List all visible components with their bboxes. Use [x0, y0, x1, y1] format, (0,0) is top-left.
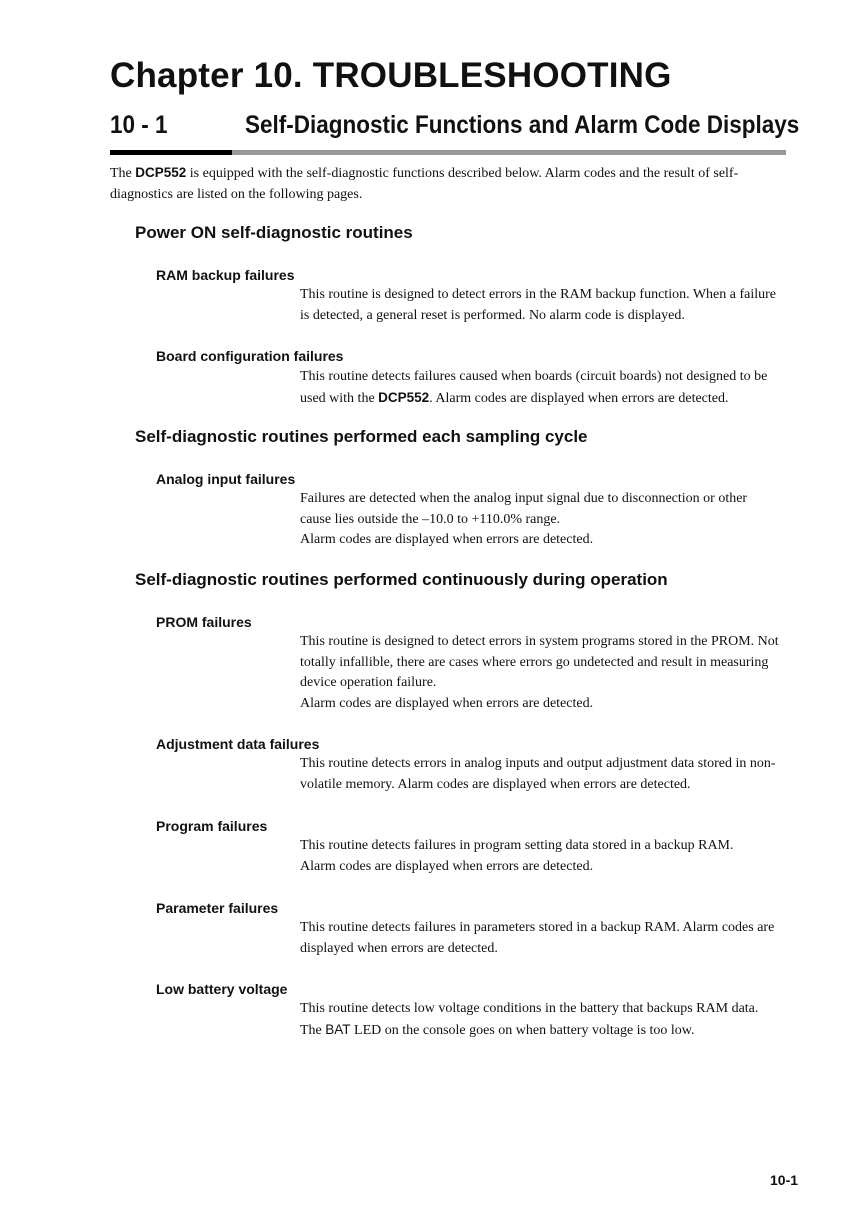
item-text-ram-backup: This routine is designed to detect errors in the RAM backup function. When a failure is detected, a general reset is performed. No alarm code is displayed.: [300, 287, 776, 323]
item-text-adjustment-data: This routine detects errors in analog inputs and output adjustment data stored in non-volatile memory. Alarm codes are displayed when errors are detected.: [300, 756, 776, 792]
item-heading-low-battery: Low battery voltage: [156, 981, 288, 997]
item-text-prom: This routine is designed to detect errors in system programs stored in the PROM. Not totally infallible, there are cases where errors go undetected and result in measuring device operation failure. Alarm codes are displayed when errors are detected.: [300, 634, 779, 711]
item-heading-parameter: Parameter failures: [156, 900, 279, 916]
item-heading-adjustment-data: Adjustment data failures: [156, 736, 320, 752]
heading-divider: [110, 150, 786, 155]
item-text-board-config: This routine detects failures caused when boards (circuit boards) not designed to be used with the DCP552. Alarm codes are displayed when errors are detected.: [300, 369, 768, 406]
product-name: DCP552: [135, 165, 187, 180]
section-heading: [110, 109, 800, 141]
group-heading-power-on: Power ON self-diagnostic routines: [135, 223, 413, 242]
item-text-analog-input: Failures are detected when the analog input signal due to disconnection or other cause lies outside the –10.0 to +110.0% range. Alarm codes are displayed when errors are detected.: [300, 491, 748, 548]
product-name: DCP552: [378, 389, 430, 405]
group-heading-sampling-cycle: Self-diagnostic routines performed each sampling cycle: [135, 427, 588, 446]
item-text-low-battery: This routine detects low voltage conditions in the battery that backups RAM data. The BAT LED on the console goes on when battery voltage is too low.: [300, 1001, 759, 1038]
section-number: 10 - 1: [110, 111, 168, 139]
item-heading-program: Program failures: [156, 818, 268, 834]
item-text-program: This routine detects failures in program setting data stored in a backup RAM. Alarm codes are displayed when errors are detected.: [300, 838, 734, 874]
section-title: Self-Diagnostic Functions and Alarm Code Displays: [245, 111, 800, 139]
group-heading-continuous: Self-diagnostic routines performed continuously during operation: [135, 570, 668, 589]
bat-led-label: BAT: [325, 1021, 351, 1037]
intro-paragraph: The DCP552 is equipped with the self-diagnostic functions described below. Alarm codes and the result of self-diagnostics are listed on the following pages.: [110, 165, 739, 202]
item-heading-prom: PROM failures: [156, 614, 252, 630]
chapter-title: Chapter 10. TROUBLESHOOTING: [110, 56, 672, 95]
item-heading-ram-backup: RAM backup failures: [156, 267, 295, 283]
heading-divider-accent: [110, 150, 232, 155]
item-heading-analog-input: Analog input failures: [156, 471, 296, 487]
item-heading-board-config: Board configuration failures: [156, 348, 344, 364]
item-text-parameter: This routine detects failures in parameters stored in a backup RAM. Alarm codes are displayed when errors are detected.: [300, 920, 775, 956]
page-number: 10-1: [770, 1172, 799, 1188]
